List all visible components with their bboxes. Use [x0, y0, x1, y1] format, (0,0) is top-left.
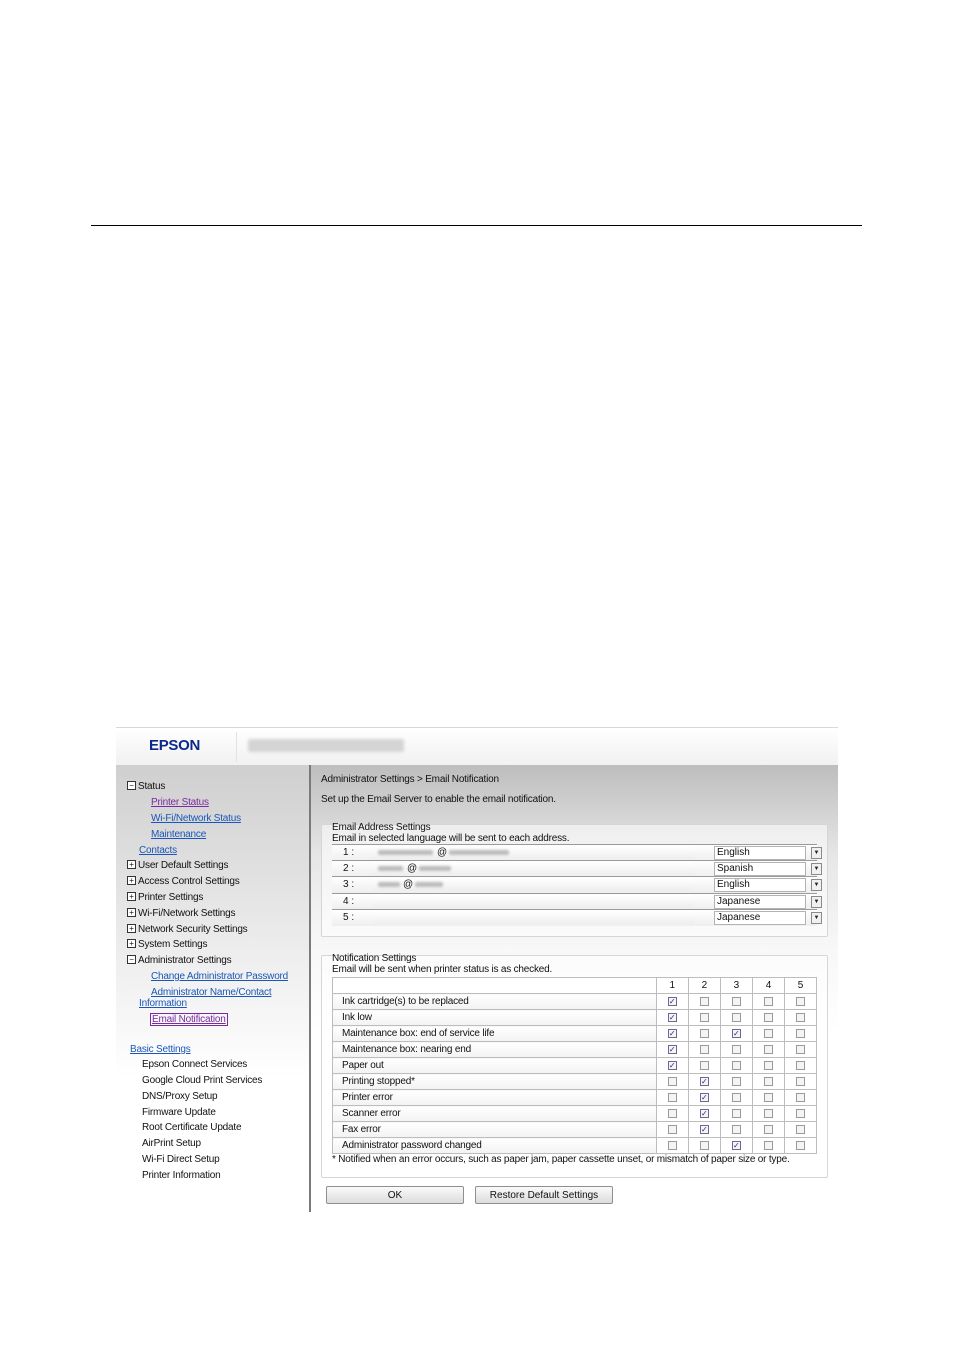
- sidebar-item-printer-information[interactable]: Printer Information: [142, 1170, 221, 1181]
- notification-label: Paper out: [333, 1058, 657, 1074]
- blurred-domain: [419, 866, 451, 871]
- checkbox-cell: [720, 1058, 752, 1074]
- blurred-username: [378, 866, 403, 871]
- sidebar-item-maintenance[interactable]: Maintenance: [151, 829, 207, 840]
- expand-icon: +: [127, 876, 136, 885]
- dropdown-arrow-icon[interactable]: ▼: [811, 896, 822, 908]
- header-bar: [116, 727, 838, 766]
- notification-label: Maintenance box: end of service life: [333, 1026, 657, 1042]
- checkbox-checked[interactable]: ✓: [700, 1124, 708, 1134]
- blurred-domain: [415, 882, 443, 887]
- checkbox-unchecked[interactable]: [796, 1013, 805, 1022]
- checkbox-checked[interactable]: ✓: [668, 1012, 676, 1022]
- checkbox-unchecked[interactable]: [700, 997, 709, 1006]
- sidebar-item-wifi-status[interactable]: Wi-Fi/Network Status: [151, 813, 241, 824]
- checkbox-cell: [720, 1074, 752, 1090]
- checkbox-unchecked[interactable]: [796, 1141, 805, 1150]
- sidebar-item-wifi-settings[interactable]: + Wi-Fi/Network Settings: [127, 908, 235, 920]
- language-select[interactable]: Spanish: [714, 862, 806, 876]
- checkbox-unchecked[interactable]: [796, 1093, 805, 1102]
- checkbox-cell: [752, 1026, 784, 1042]
- table-row: [333, 1010, 817, 1026]
- checkbox-unchecked[interactable]: [764, 1125, 773, 1134]
- checkbox-cell: [656, 1026, 688, 1042]
- table-row: [333, 1090, 817, 1106]
- checkbox-cell: [688, 1058, 720, 1074]
- notification-section-subtitle: Email will be sent when printer status is as checked.: [332, 964, 553, 975]
- email-address-input[interactable]: [374, 911, 694, 924]
- checkbox-unchecked[interactable]: [732, 1045, 741, 1054]
- sidebar-item-printer-status[interactable]: Printer Status: [151, 797, 209, 808]
- sidebar-item-admin-settings[interactable]: − Administrator Settings: [127, 955, 231, 967]
- checkbox-checked[interactable]: ✓: [668, 996, 676, 1006]
- email-address-input[interactable]: @: [374, 846, 694, 859]
- checkbox-checked[interactable]: ✓: [700, 1108, 708, 1118]
- ok-button[interactable]: OK: [326, 1186, 464, 1204]
- sidebar-item-epson-connect[interactable]: Epson Connect Services: [142, 1059, 248, 1070]
- checkbox-cell: [656, 1058, 688, 1074]
- checkbox-cell: [656, 1074, 688, 1090]
- checkbox-cell: [752, 1122, 784, 1138]
- table-header-row: [333, 978, 817, 994]
- sidebar-item-system-settings[interactable]: + System Settings: [127, 939, 207, 951]
- language-select[interactable]: Japanese: [714, 895, 806, 909]
- checkbox-checked[interactable]: ✓: [733, 1140, 740, 1150]
- column-header: 4: [752, 978, 784, 994]
- checkbox-unchecked[interactable]: [764, 1061, 773, 1070]
- email-row-number: 3 :: [343, 879, 355, 890]
- checkbox-unchecked[interactable]: [796, 1029, 805, 1038]
- breadcrumb: Administrator Settings > Email Notification: [321, 774, 499, 785]
- email-row: [332, 876, 820, 893]
- sidebar-item-admin-name-contact[interactable]: Administrator Name/Contact: [151, 987, 272, 998]
- notification-label: Fax error: [333, 1122, 657, 1138]
- checkbox-cell: [656, 994, 688, 1010]
- checkbox-cell: [720, 1042, 752, 1058]
- table-row: [333, 1106, 817, 1122]
- checkbox-unchecked[interactable]: [764, 1013, 773, 1022]
- notification-section-title: Notification Settings: [332, 953, 417, 964]
- checkbox-unchecked[interactable]: [700, 1061, 709, 1070]
- sidebar-item-wifi-direct[interactable]: Wi-Fi Direct Setup: [142, 1154, 220, 1165]
- column-header: 3: [720, 978, 752, 994]
- checkbox-unchecked[interactable]: [796, 1109, 805, 1118]
- collapse-icon: −: [127, 781, 136, 790]
- sidebar-item-status[interactable]: − Status: [127, 781, 165, 793]
- checkbox-cell: [752, 994, 784, 1010]
- table-row: [333, 1042, 817, 1058]
- email-address-input[interactable]: @: [374, 862, 694, 875]
- printer-model-name-blurred: [248, 739, 404, 752]
- checkbox-cell: [656, 1042, 688, 1058]
- checkbox-unchecked[interactable]: [732, 1125, 741, 1134]
- checkbox-cell: [720, 1122, 752, 1138]
- checkbox-cell: [784, 1042, 816, 1058]
- collapse-icon: −: [127, 955, 136, 964]
- checkbox-unchecked[interactable]: [796, 997, 805, 1006]
- checkbox-unchecked[interactable]: [700, 1013, 709, 1022]
- column-header: 5: [784, 978, 816, 994]
- language-select[interactable]: English: [714, 878, 806, 892]
- sidebar-item-airprint[interactable]: AirPrint Setup: [142, 1138, 201, 1149]
- checkbox-unchecked[interactable]: [764, 1077, 773, 1086]
- dropdown-arrow-icon[interactable]: ▼: [811, 863, 822, 875]
- language-select[interactable]: English: [714, 846, 806, 860]
- expand-icon: +: [127, 908, 136, 917]
- checkbox-unchecked[interactable]: [732, 1093, 741, 1102]
- checkbox-cell: [720, 1026, 752, 1042]
- checkbox-unchecked[interactable]: [668, 1141, 677, 1150]
- header-separator: [236, 732, 237, 762]
- email-row: [332, 860, 820, 877]
- checkbox-cell: [720, 994, 752, 1010]
- notification-label: Administrator password changed: [333, 1138, 657, 1154]
- checkbox-unchecked[interactable]: [764, 1109, 773, 1118]
- notification-label: Printer error: [333, 1090, 657, 1106]
- dropdown-arrow-icon[interactable]: ▼: [811, 879, 822, 891]
- sidebar-item-dns-proxy[interactable]: DNS/Proxy Setup: [142, 1091, 218, 1102]
- intro-text: Set up the Email Server to enable the email notification.: [321, 794, 556, 805]
- email-address-input[interactable]: @: [374, 878, 694, 891]
- checkbox-unchecked[interactable]: [732, 1109, 741, 1118]
- sidebar-item-change-admin-password[interactable]: Change Administrator Password: [151, 971, 289, 982]
- checkbox-cell: [752, 1090, 784, 1106]
- checkbox-unchecked[interactable]: [668, 1125, 677, 1134]
- checkbox-unchecked[interactable]: [732, 1061, 741, 1070]
- sidebar-item-email-notification[interactable]: Email Notification: [152, 1014, 226, 1025]
- checkbox-cell: [720, 1138, 752, 1154]
- checkbox-unchecked[interactable]: [668, 1077, 677, 1086]
- checkbox-unchecked[interactable]: [668, 1109, 677, 1118]
- checkbox-cell: [752, 1138, 784, 1154]
- checkbox-cell: [688, 1074, 720, 1090]
- checkbox-checked[interactable]: ✓: [668, 1028, 676, 1038]
- expand-icon: +: [127, 924, 136, 933]
- checkbox-cell: [720, 1106, 752, 1122]
- checkbox-cell: [752, 1010, 784, 1026]
- checkbox-cell: [688, 1106, 720, 1122]
- table-row: [333, 1074, 817, 1090]
- checkbox-unchecked[interactable]: [796, 1125, 805, 1134]
- notification-label: Maintenance box: nearing end: [333, 1042, 657, 1058]
- checkbox-unchecked[interactable]: [700, 1029, 709, 1038]
- email-section-subtitle: Email in selected language will be sent to each address.: [332, 833, 570, 844]
- sidebar-item-user-default[interactable]: + User Default Settings: [127, 860, 228, 872]
- sidebar-item-admin-name-contact-2[interactable]: Information: [139, 998, 187, 1009]
- notification-label: Ink low: [333, 1010, 657, 1026]
- notification-label: Scanner error: [333, 1106, 657, 1122]
- table-row: [333, 1122, 817, 1138]
- email-row: [332, 893, 820, 910]
- notification-label: Printing stopped*: [333, 1074, 657, 1090]
- sidebar-item-contacts[interactable]: Contacts: [139, 845, 177, 856]
- table-row: [333, 994, 817, 1010]
- checkbox-unchecked[interactable]: [764, 1029, 773, 1038]
- sidebar-item-google-cloud-print[interactable]: Google Cloud Print Services: [142, 1075, 263, 1086]
- checkbox-unchecked[interactable]: [796, 1061, 805, 1070]
- checkbox-cell: [784, 1138, 816, 1154]
- dropdown-arrow-icon[interactable]: ▼: [811, 847, 822, 859]
- checkbox-cell: [688, 1090, 720, 1106]
- column-header-blank: [333, 978, 657, 994]
- checkbox-cell: [752, 1042, 784, 1058]
- web-config-screenshot: [116, 727, 838, 1212]
- dropdown-arrow-icon[interactable]: ▼: [811, 912, 822, 924]
- checkbox-checked[interactable]: ✓: [700, 1092, 708, 1102]
- email-row: [332, 844, 820, 861]
- column-header: 1: [656, 978, 688, 994]
- blurred-username: [378, 850, 433, 855]
- checkbox-unchecked[interactable]: [764, 1141, 773, 1150]
- checkbox-unchecked[interactable]: [668, 1093, 677, 1102]
- notification-label: Ink cartridge(s) to be replaced: [333, 994, 657, 1010]
- checkbox-cell: [784, 1106, 816, 1122]
- checkbox-checked[interactable]: ✓: [668, 1044, 676, 1054]
- checkbox-cell: [752, 1058, 784, 1074]
- sidebar-item-root-certificate[interactable]: Root Certificate Update: [142, 1122, 242, 1133]
- checkbox-cell: [656, 1090, 688, 1106]
- blurred-domain: [449, 850, 509, 855]
- checkbox-cell: [656, 1010, 688, 1026]
- email-row-number: 4 :: [343, 896, 355, 907]
- checkbox-unchecked[interactable]: [732, 1013, 741, 1022]
- sidebar-item-printer-settings[interactable]: + Printer Settings: [127, 892, 203, 904]
- checkbox-cell: [688, 1042, 720, 1058]
- blurred-username: [378, 882, 400, 887]
- checkbox-checked[interactable]: ✓: [700, 1076, 708, 1086]
- column-header: 2: [688, 978, 720, 994]
- checkbox-cell: [784, 1058, 816, 1074]
- epson-logo: EPSON: [149, 737, 201, 754]
- checkbox-cell: [784, 1074, 816, 1090]
- checkbox-unchecked[interactable]: [764, 1045, 773, 1054]
- sidebar-item-firmware-update[interactable]: Firmware Update: [142, 1107, 216, 1118]
- checkbox-unchecked[interactable]: [700, 1141, 709, 1150]
- footnote: * Notified when an error occurs, such as paper jam, paper cassette unset, or mismatch of paper size or type.: [332, 1154, 790, 1165]
- table-row: [333, 1058, 817, 1074]
- email-row-number: 1 :: [343, 847, 355, 858]
- checkbox-unchecked[interactable]: [764, 1093, 773, 1102]
- email-row: [332, 909, 820, 926]
- checkbox-cell: [752, 1106, 784, 1122]
- page-divider: [91, 225, 862, 226]
- checkbox-cell: [784, 1010, 816, 1026]
- checkbox-unchecked[interactable]: [732, 997, 741, 1006]
- checkbox-cell: [784, 1026, 816, 1042]
- checkbox-cell: [656, 1106, 688, 1122]
- checkbox-cell: [688, 1026, 720, 1042]
- checkbox-unchecked[interactable]: [796, 1045, 805, 1054]
- checkbox-unchecked[interactable]: [732, 1077, 741, 1086]
- checkbox-unchecked[interactable]: [764, 997, 773, 1006]
- checkbox-unchecked[interactable]: [700, 1045, 709, 1054]
- email-section-title: Email Address Settings: [332, 822, 431, 833]
- checkbox-checked[interactable]: ✓: [733, 1028, 740, 1038]
- checkbox-cell: [688, 1138, 720, 1154]
- checkbox-cell: [784, 994, 816, 1010]
- language-select[interactable]: Japanese: [714, 911, 806, 925]
- table-row: [333, 1138, 817, 1154]
- expand-icon: +: [127, 860, 136, 869]
- checkbox-cell: [784, 1122, 816, 1138]
- checkbox-cell: [656, 1122, 688, 1138]
- sidebar-item-basic-settings[interactable]: Basic Settings: [130, 1044, 191, 1055]
- checkbox-cell: [752, 1074, 784, 1090]
- checkbox-cell: [720, 1090, 752, 1106]
- checkbox-unchecked[interactable]: [796, 1077, 805, 1086]
- notification-table: [332, 977, 817, 1154]
- checkbox-cell: [688, 1122, 720, 1138]
- checkbox-cell: [688, 1010, 720, 1026]
- checkbox-cell: [688, 994, 720, 1010]
- checkbox-cell: [720, 1010, 752, 1026]
- restore-default-button[interactable]: Restore Default Settings: [475, 1186, 613, 1204]
- checkbox-cell: [656, 1138, 688, 1154]
- email-row-number: 2 :: [343, 863, 355, 874]
- checkbox-checked[interactable]: ✓: [668, 1060, 676, 1070]
- checkbox-cell: [784, 1090, 816, 1106]
- email-row-number: 5 :: [343, 912, 355, 923]
- email-address-input[interactable]: [374, 895, 694, 908]
- table-row: [333, 1026, 817, 1042]
- notification-rows: [333, 994, 817, 1154]
- expand-icon: +: [127, 939, 136, 948]
- sidebar-item-access-control[interactable]: + Access Control Settings: [127, 876, 240, 888]
- expand-icon: +: [127, 892, 136, 901]
- sidebar-item-net-security[interactable]: + Network Security Settings: [127, 924, 248, 936]
